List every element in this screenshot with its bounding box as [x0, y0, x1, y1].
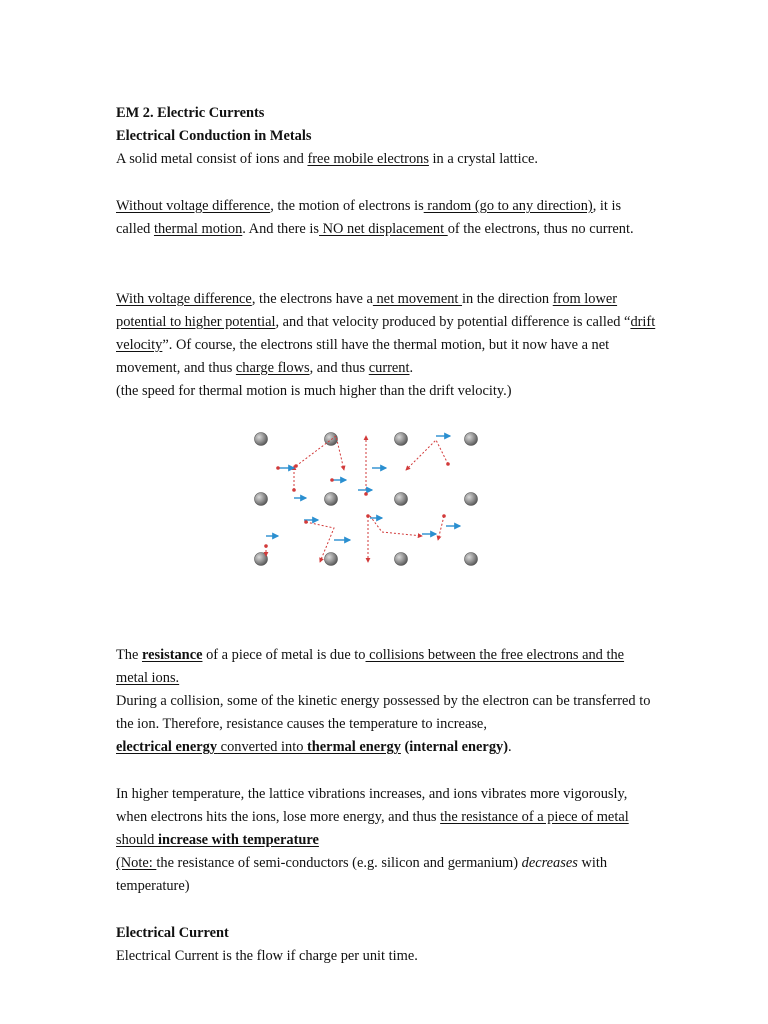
document-title: EM 2. Electric Currents: [116, 105, 265, 121]
metal-ion: [255, 493, 268, 506]
thermal-path: [438, 516, 444, 540]
thermal-path: [370, 516, 422, 536]
electron: [304, 520, 308, 524]
electrons: [264, 462, 450, 548]
resistance-section: [116, 644, 656, 759]
electron: [264, 544, 268, 548]
current-section: [116, 922, 656, 968]
metal-ion: [395, 493, 408, 506]
current-definition: Electrical Current is the flow if charge per unit time.: [116, 948, 418, 964]
with-voltage-paragraph: With voltage difference, the electrons have a net movement in the direction from lower potential to higher potential, and that velocity produced by potential difference is called “drift velocity”. Of course, the electrons still have the thermal motion, but it now have a net movement, and thus charge flows, and thus current.: [116, 291, 656, 376]
thermal-motion-paths: [266, 436, 448, 562]
with-voltage-section: [116, 288, 656, 403]
metal-ion: [465, 493, 478, 506]
speed-note: (the speed for thermal motion is much higher than the drift velocity.): [116, 383, 512, 399]
electron-drift-figure: [248, 424, 486, 572]
metal-ion: [465, 553, 478, 566]
intro-paragraph: A solid metal consist of ions and free mobile electrons in a crystal lattice.: [116, 151, 539, 167]
electron: [446, 462, 450, 466]
metal-ion: [395, 553, 408, 566]
current-title: Electrical Current: [116, 925, 229, 941]
electron: [292, 488, 296, 492]
thermal-path: [406, 440, 448, 470]
electron: [276, 466, 280, 470]
electron: [294, 464, 298, 468]
metal-ion: [395, 433, 408, 446]
temperature-paragraph: In higher temperature, the lattice vibrations increases, and ions vibrates more vigorously, when electrons hits the ions, lose more energy, and thus the resistance of a piece of metal should increase with temperature: [116, 786, 629, 848]
electron: [442, 514, 446, 518]
metal-ion: [465, 433, 478, 446]
no-voltage-paragraph: Without voltage difference, the motion of electrons is random (go to any direction), it is called thermal motion. And there is NO net displacement of the electrons, thus no current.: [116, 198, 634, 237]
metal-ion: [325, 493, 338, 506]
section-title: Electrical Conduction in Metals: [116, 128, 312, 144]
semiconductor-note: (Note: the resistance of semi-conductors (e.g. silicon and germanium) decreases with temperature): [116, 855, 608, 894]
electron: [364, 492, 368, 496]
metal-ion: [255, 433, 268, 446]
drift-velocity-arrows: [266, 436, 460, 540]
intro-section: [116, 102, 656, 171]
no-voltage-section: [116, 195, 656, 241]
electron: [330, 478, 334, 482]
electron: [366, 514, 370, 518]
collision-paragraph: During a collision, some of the kinetic energy possessed by the electron can be transferred to the ion. Therefore, resistance causes the temperature to increase, electrical energy converted into thermal energy (internal energy).: [116, 693, 651, 755]
metal-ion: [325, 553, 338, 566]
temperature-section: [116, 783, 656, 898]
resistance-paragraph: The resistance of a piece of metal is due to collisions between the free electrons and the metal ions.: [116, 647, 625, 686]
